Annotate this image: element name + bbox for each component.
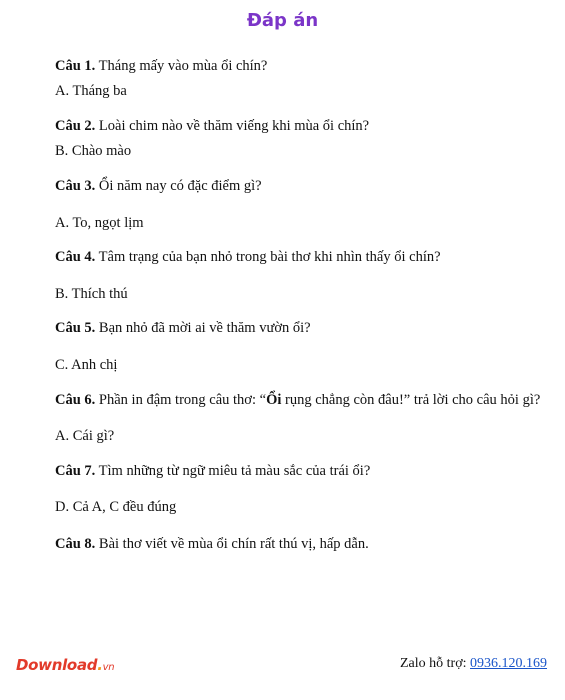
question-label: Câu 6. [55,392,96,408]
question-text: Tháng mấy vào mùa ổi chín? [95,58,268,74]
logo-tld: vn [102,662,115,673]
question-label: Câu 4. [55,249,96,265]
answer-5: C. Anh chị [55,357,118,373]
question-5 [55,319,311,337]
answer-1: A. Tháng ba [55,83,127,99]
zalo-phone-link[interactable]: 0936.120.169 [470,656,547,671]
logo-main: Download [16,656,98,674]
logo-dot: . [97,656,103,674]
answer-3: A. To, ngọt lịm [55,215,144,231]
question-text: Bài thơ viết về mùa ổi chín rất thú vị, hấp dẫn. [95,536,369,552]
question-text: Tâm trạng của bạn nhỏ trong bài thơ khi nhìn thấy ổi chín? [95,249,441,265]
question-label: Câu 2. [55,118,96,134]
question-label: Câu 3. [55,178,96,194]
question-text: Phần in đậm trong câu thơ: “ [95,392,267,408]
question-text: Ổi năm nay có đặc điểm gì? [95,178,262,194]
question-7 [55,462,370,480]
answer-6: A. Cái gì? [55,428,115,444]
page-title: Đáp án [246,10,319,31]
answer-7: D. Cả A, C đều đúng [55,499,177,515]
question-label: Câu 5. [55,320,96,336]
question-text: Loài chim nào về thăm viếng khi mùa ổi chín? [95,118,370,134]
zalo-support [400,656,547,672]
question-4 [55,248,441,266]
zalo-label: Zalo hỗ trợ: [400,656,470,671]
answer-2: B. Chào mào [55,143,132,159]
question-8 [55,535,369,553]
question-3 [55,177,262,195]
download-vn-logo[interactable] [16,656,114,674]
answer-4: B. Thích thú [55,286,128,302]
question-1 [55,57,267,75]
question-text: Tìm những từ ngữ miêu tả màu sắc của trái ổi? [95,463,371,479]
question-label: Câu 7. [55,463,96,479]
question-6 [55,391,540,409]
question-label: Câu 8. [55,536,96,552]
question-bold-word: Ổi [266,392,282,408]
question-text: Bạn nhỏ đã mời ai về thăm vườn ổi? [95,320,311,336]
question-2 [55,117,369,135]
question-text: rụng chẳng còn đâu!” trả lời cho câu hỏi gì? [281,392,541,408]
question-label: Câu 1. [55,58,96,74]
